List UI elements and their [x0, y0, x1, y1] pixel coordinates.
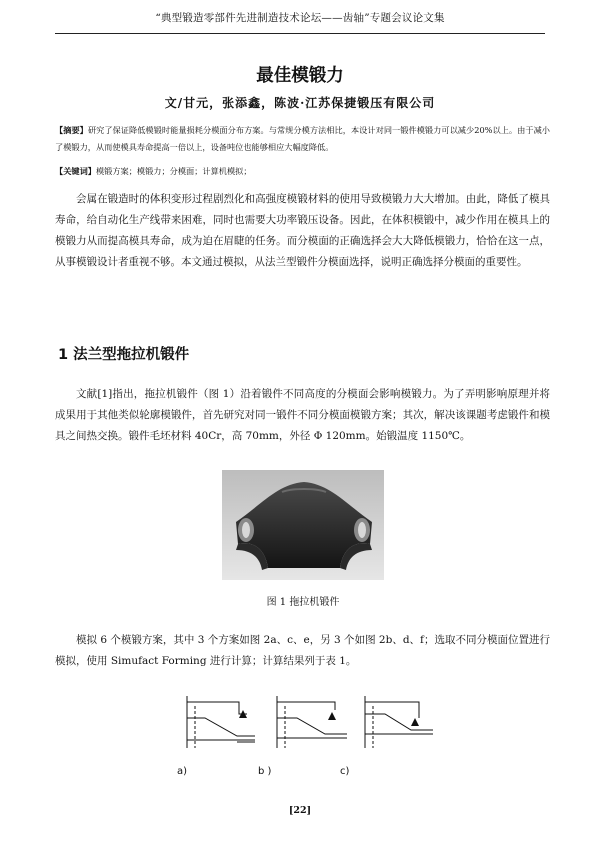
keywords-label: 【关键词】 — [55, 166, 96, 176]
figure-2-label-b: b ) — [258, 766, 272, 777]
figure-1-tractor-forging — [222, 470, 384, 580]
page-number: [22] — [288, 805, 312, 816]
abstract-text: 研究了保证降低模锻时能量损耗分模面分布方案。与常规分模方法相比，本设计对同一锻件模锻力可以减少20%以上。由于减小了模锻力，从而使模具寿命提高一倍以上，设备吨位也能够相应大幅度降低。 — [55, 125, 550, 152]
body-paragraph-2: 文献[1]指出，拖拉机锻件（图 1）沿着锻件不同高度的分模面会影响模锻力。为了弄明影响原理并将成果用于其他类似轮廓模锻件，首先研究对同一锻件不同分模面模锻方案；其次，解决该课题考虑锻件和模具之间热交换。锻件毛坯材料 40Cr，高 70mm，外径 Φ 120mm。始锻温度 1150℃。 — [55, 388, 550, 442]
keywords — [55, 163, 550, 180]
running-header: “典型锻造零部件先进制造技术论坛——齿轴”专题会议论文集 — [155, 12, 445, 24]
figure-2-label-a: a) — [177, 766, 188, 777]
body-paragraph-3: 模拟 6 个模锻方案，其中 3 个方案如图 2a、c、e，另 3 个如图 2b、d、f；选取不同分模面位置进行模拟，使用 Simufact Forming 进行计算；计算结果列于表 1。 — [55, 634, 550, 667]
keywords-text: 模锻方案；模锻力；分模面；计算机模拟； — [95, 166, 252, 176]
section-number: 1 — [58, 347, 69, 363]
header-divider — [55, 33, 545, 34]
section-heading — [58, 343, 189, 364]
figure-1-caption: 图 1 拖拉机锻件 — [266, 597, 340, 608]
abstract-label: 【摘要】 — [55, 125, 88, 135]
figure-2-label-c: c) — [340, 766, 350, 777]
section-title: 法兰型拖拉机锻件 — [73, 347, 190, 363]
authors-line: 文/甘元，张添鑫，陈波·江苏保捷锻压有限公司 — [164, 96, 436, 110]
abstract — [55, 122, 550, 156]
intro-paragraph: 会属在锻造时的体积变形过程剧烈化和高强度模锻材料的使用导致模锻力大大增加。由此，降低了模具寿命，给自动化生产线带来困难，同时也需要大功率锻压设备。因此，在体积模锻中，减少作用在模具上的模锻力从而提高模具寿命，成为迫在眉睫的任务。而分模面的正确选择会大大降低模锻力，恰恰在这一点，从事模锻设计者重视不够。本文通过模拟，从法兰型锻件分模面选择，说明正确选择分模面的重要性。 — [55, 193, 550, 268]
figure-2-parting-schemes — [175, 688, 440, 766]
article-title: 最佳模锻力 — [256, 66, 344, 86]
